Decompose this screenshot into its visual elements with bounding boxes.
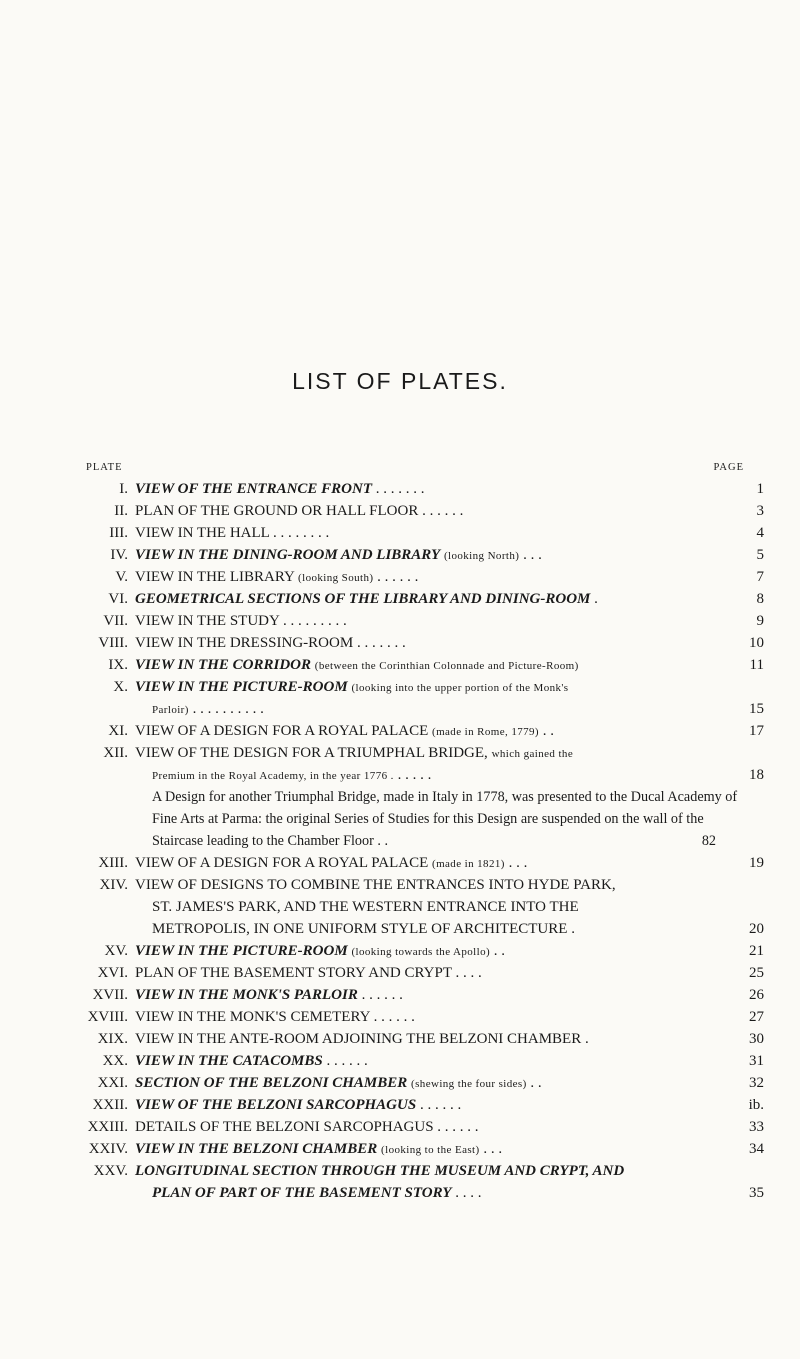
- page-number: 1: [756, 481, 764, 497]
- plate-title-qualifier: Parloir): [152, 704, 189, 716]
- plate-title-main: VIEW IN THE DRESSING-ROOM: [135, 635, 354, 651]
- plate-title: [135, 940, 505, 963]
- plate-title-qualifier: Premium in the Royal Academy, in the year 1776 .: [152, 770, 394, 782]
- leader-dots: . . . .: [451, 1185, 482, 1201]
- plate-title-main: VIEW OF DESIGNS TO COMBINE THE ENTRANCES INTO HYDE PARK,: [135, 877, 616, 893]
- plate-title-qualifier: (looking towards the Apollo): [351, 946, 491, 958]
- plate-number: VIII.: [98, 635, 128, 651]
- note-text: A Design for another Triumphal Bridge, made in Italy in 1778, was presented to the Ducal Academy of Fine Arts at Parma: the original Series of Studies for this Design are suspended on the wall of the Staircase leading to the Chamber Floor . .: [152, 789, 738, 849]
- plate-title-qualifier: (made in Rome, 1779): [432, 726, 539, 738]
- leader-dots: . . .: [519, 547, 542, 563]
- plate-number: XIII.: [98, 855, 128, 871]
- plate-number: XXIV.: [88, 1141, 128, 1157]
- list-item: [0, 742, 800, 764]
- plate-number: VI.: [108, 591, 128, 607]
- list-item: [0, 676, 800, 698]
- plate-number: XX.: [102, 1053, 128, 1069]
- plate-title-main: LONGITUDINAL SECTION THROUGH THE MUSEUM AND CRYPT, AND: [135, 1163, 625, 1179]
- leader-dots: . . . . .: [393, 767, 432, 783]
- plate-title-main: VIEW IN THE PICTURE-ROOM: [135, 943, 348, 959]
- list-item: [0, 1006, 800, 1028]
- plate-title: [135, 1138, 502, 1161]
- plate-title: [135, 654, 579, 677]
- plate-title: [135, 1094, 461, 1116]
- page-number: 10: [749, 635, 764, 651]
- plate-title-main: VIEW IN THE CORRIDOR: [135, 657, 312, 673]
- leader-dots: . . . .: [451, 965, 482, 981]
- leader-dots: . . . . . .: [373, 569, 419, 585]
- leader-dots: .: [590, 591, 598, 607]
- list-item: [0, 698, 800, 720]
- plate-title-main: VIEW IN THE HALL: [135, 525, 270, 541]
- plate-number: X.: [113, 679, 128, 695]
- plate-title: [152, 918, 575, 940]
- list-item: [0, 1028, 800, 1050]
- leader-dots: . . . . . .: [418, 503, 464, 519]
- plate-title: [135, 742, 573, 765]
- page-number: 27: [749, 1009, 764, 1025]
- plate-title-main: VIEW OF A DESIGN FOR A ROYAL PALACE: [135, 723, 429, 739]
- plate-title: [152, 764, 431, 787]
- plate-title-qualifier: (looking to the East): [381, 1144, 480, 1156]
- plate-number: XXII.: [92, 1097, 128, 1113]
- plate-title-qualifier: (looking South): [298, 572, 374, 584]
- plate-title: [135, 632, 406, 654]
- plate-number: XVIII.: [87, 1009, 128, 1025]
- leader-dots: . . . . . .: [416, 1097, 462, 1113]
- plate-title-main: PLAN OF PART OF THE BASEMENT STORY: [152, 1185, 452, 1201]
- list-item: [0, 918, 800, 940]
- leader-dots: .: [581, 1031, 589, 1047]
- leader-dots: . . . . . . .: [372, 481, 425, 497]
- plate-title: [135, 984, 403, 1006]
- page-number: ib.: [748, 1097, 764, 1113]
- plate-title: [135, 544, 542, 567]
- list-item: [0, 852, 800, 874]
- plate-title-main: ST. JAMES'S PARK, AND THE WESTERN ENTRANCE INTO THE: [152, 899, 579, 915]
- plate-number: XIX.: [97, 1031, 128, 1047]
- leader-dots: . . . . . .: [357, 987, 403, 1003]
- plate-title: [135, 1028, 589, 1050]
- plate-number: IX.: [108, 657, 128, 673]
- leader-dots: . . . . . .: [369, 1009, 415, 1025]
- plate-title-main: VIEW IN THE STUDY: [135, 613, 280, 629]
- plate-title-main: VIEW OF THE ENTRANCE FRONT: [135, 481, 373, 497]
- list-item: [0, 764, 800, 786]
- plate-title-main: VIEW OF THE DESIGN FOR A TRIUMPHAL BRIDGE,: [135, 745, 488, 761]
- leader-dots: . . . . . .: [433, 1119, 479, 1135]
- plate-title: [135, 500, 463, 522]
- page-title: LIST OF PLATES.: [292, 368, 508, 394]
- plate-title: [135, 1072, 542, 1095]
- page-number: 82: [701, 833, 716, 849]
- page-number: 35: [749, 1185, 764, 1201]
- plate-title-qualifier: (between the Corinthian Colonnade and Picture-Room): [314, 660, 579, 672]
- page-number: 20: [749, 921, 764, 937]
- plate-number: XVII.: [92, 987, 128, 1003]
- page-number: 33: [749, 1119, 764, 1135]
- plate-title-main: SECTION OF THE BELZONI CHAMBER: [135, 1075, 408, 1091]
- page-number: 26: [749, 987, 764, 1003]
- plate-title: [135, 478, 425, 500]
- page-number: 9: [756, 613, 764, 629]
- plate-number: III.: [109, 525, 128, 541]
- page-number: 32: [749, 1075, 764, 1091]
- list-item: [0, 566, 800, 588]
- plate-number: XV.: [104, 943, 128, 959]
- plate-number: XXIII.: [87, 1119, 128, 1135]
- leader-dots: . .: [538, 723, 554, 739]
- page-number: 8: [756, 591, 764, 607]
- plate-title-main: VIEW IN THE ANTE-ROOM ADJOINING THE BELZONI CHAMBER: [135, 1031, 582, 1047]
- leader-dots: . . . . . . . .: [269, 525, 330, 541]
- plate-title-qualifier: (shewing the four sides): [411, 1078, 527, 1090]
- plate-number: XXI.: [97, 1075, 128, 1091]
- plate-title-qualifier: (looking North): [443, 550, 520, 562]
- leader-dots: . . . . . . . . .: [279, 613, 347, 629]
- list-item: [0, 544, 800, 566]
- plate-number: VII.: [103, 613, 128, 629]
- leader-dots: . . . . . . . . . .: [188, 701, 264, 717]
- list-item: [0, 1094, 800, 1116]
- plate-title: [135, 720, 554, 743]
- plate-number: XIV.: [99, 877, 128, 893]
- list-item: [0, 1116, 800, 1138]
- page-number: 30: [749, 1031, 764, 1047]
- plate-title-main: VIEW OF A DESIGN FOR A ROYAL PALACE: [135, 855, 429, 871]
- list-item: [0, 478, 800, 500]
- list-item: [0, 984, 800, 1006]
- leader-dots: . . . . . . .: [353, 635, 406, 651]
- plate-title-main: VIEW IN THE CATACOMBS: [135, 1053, 323, 1069]
- page-number: 21: [749, 943, 764, 959]
- plate-number: XVI.: [97, 965, 128, 981]
- plate-title: [135, 962, 482, 984]
- plate-title-main: VIEW IN THE BELZONI CHAMBER: [135, 1141, 378, 1157]
- plate-title-main: VIEW OF THE BELZONI SARCOPHAGUS: [135, 1097, 417, 1113]
- plate-title-main: METROPOLIS, IN ONE UNIFORM STYLE OF ARCHITECTURE: [152, 921, 568, 937]
- list-item: [0, 588, 800, 610]
- plate-number: IV.: [110, 547, 128, 563]
- plate-title-main: VIEW IN THE DINING-ROOM AND LIBRARY: [135, 547, 441, 563]
- list-item: [0, 1182, 800, 1204]
- plate-title: [135, 1050, 368, 1072]
- plate-number: V.: [115, 569, 128, 585]
- plate-note: [0, 786, 752, 852]
- plate-number: I.: [119, 481, 128, 497]
- plate-title: [135, 522, 329, 544]
- list-item: [0, 874, 800, 896]
- plate-title: [135, 588, 598, 610]
- page-number: 5: [756, 547, 764, 563]
- plate-title: [135, 566, 418, 589]
- plate-title-qualifier: (looking into the upper portion of the Monk's: [351, 682, 569, 694]
- plate-column-header: PLATE: [86, 462, 123, 473]
- page-column-header: PAGE: [713, 462, 744, 473]
- plate-title: [135, 676, 568, 699]
- plates-list: [0, 478, 800, 1204]
- list-item: [0, 610, 800, 632]
- leader-dots: . .: [526, 1075, 542, 1091]
- plate-title: [135, 1160, 624, 1182]
- list-item: [0, 500, 800, 522]
- page-number: 31: [749, 1053, 764, 1069]
- plate-number: XI.: [108, 723, 128, 739]
- page-number: 17: [749, 723, 764, 739]
- plate-title: [152, 896, 579, 918]
- page-number: 7: [756, 569, 764, 585]
- plate-title-main: VIEW IN THE LIBRARY: [135, 569, 295, 585]
- plate-title-main: PLAN OF THE BASEMENT STORY AND CRYPT: [135, 965, 452, 981]
- plate-title: [135, 852, 527, 875]
- page-number: 18: [749, 767, 764, 783]
- list-item: [0, 522, 800, 544]
- page-number: 15: [749, 701, 764, 717]
- leader-dots: . . .: [504, 855, 528, 871]
- plate-title: [152, 1182, 482, 1204]
- list-item: [0, 940, 800, 962]
- plate-title-qualifier: (made in 1821): [432, 858, 505, 870]
- page-number: 4: [756, 525, 764, 541]
- plate-number: XII.: [103, 745, 128, 761]
- page-number: 19: [749, 855, 764, 871]
- list-item: [0, 962, 800, 984]
- list-item: [0, 654, 800, 676]
- plate-title-main: VIEW IN THE MONK'S CEMETERY: [135, 1009, 370, 1025]
- list-item: [0, 720, 800, 742]
- leader-dots: .: [567, 921, 575, 937]
- leader-dots: . .: [490, 943, 506, 959]
- plate-title-main: DETAILS OF THE BELZONI SARCOPHAGUS: [135, 1119, 434, 1135]
- plate-title: [135, 1116, 479, 1138]
- page-number: 25: [749, 965, 764, 981]
- plate-title: [135, 1006, 415, 1028]
- plate-title-main: VIEW IN THE PICTURE-ROOM: [135, 679, 348, 695]
- plate-title-main: GEOMETRICAL SECTIONS OF THE LIBRARY AND DINING-ROOM: [135, 591, 591, 607]
- plate-title-main: PLAN OF THE GROUND OR HALL FLOOR: [135, 503, 419, 519]
- plate-title-qualifier: which gained the: [491, 748, 574, 760]
- list-item: [0, 1072, 800, 1094]
- page-number: 3: [756, 503, 764, 519]
- list-item: [0, 1050, 800, 1072]
- page-number: 11: [749, 657, 764, 673]
- plate-title: [135, 874, 616, 896]
- list-item: [0, 1138, 800, 1160]
- list-item: [0, 896, 800, 918]
- leader-dots: . . .: [479, 1141, 503, 1157]
- plate-number: II.: [114, 503, 128, 519]
- plate-title-main: VIEW IN THE MONK'S PARLOIR: [135, 987, 358, 1003]
- plate-number: XXV.: [93, 1163, 128, 1179]
- leader-dots: . . . . . .: [322, 1053, 368, 1069]
- page-number: 34: [749, 1141, 764, 1157]
- plate-title: [135, 610, 347, 632]
- list-item: [0, 1160, 800, 1182]
- list-item: [0, 632, 800, 654]
- plate-title: [152, 698, 264, 721]
